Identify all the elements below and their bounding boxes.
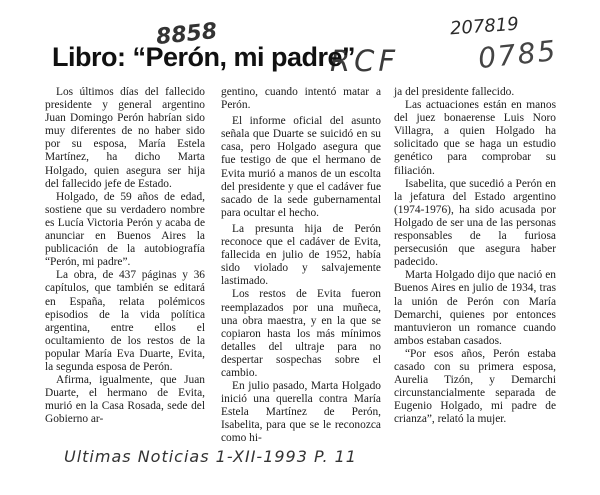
article-column-1 — [45, 86, 205, 426]
paragraph: En julio pasado, Marta Holgado inició una querella contra María Estela Martínez de Perón, Isabelita, para que se le reconozca como hi- — [221, 380, 381, 445]
handwritten-source-note: Ultimas Noticias 1-XII-1993 P. 11 — [64, 447, 357, 466]
article-column-3 — [394, 86, 556, 426]
paragraph: La presunta hija de Perón reconoce que el cadáver de Evita, fallecida en julio de 1952, había sido violado y salvajemente lastimado. — [221, 222, 381, 288]
paragraph: Los últimos días del fallecido presidente y general argentino Juan Domingo Perón habrían sido muy diferentes de no haber sido por su esposa, María Estela Martínez, ha dicho Marta Holgado, quien asegura ser hija del fallecido jefe de Estado. — [45, 86, 205, 190]
paragraph-continued: ja del presidente fallecido. — [394, 86, 515, 98]
paragraph-continued: gentino, cuando intentó matar a Perón. — [221, 86, 381, 112]
paragraph: La obra, de 437 páginas y 36 capítulos, que también se editará en España, relata polémicos episodios de la vida política argentina, entre ellos el ocultamiento de los restos de la popular María Eva Duarte, Evita, la segunda esposa de Perón. — [45, 269, 205, 373]
paragraph: “Por esos años, Perón estaba casado con su primera esposa, Aurelia Tizón, y Demarchi circunstancialmente separada de Eugenio Holgado, mi padre de crianza”, relató la mujer. — [394, 347, 556, 426]
article-headline: Libro: “Perón, mi padre” — [52, 42, 356, 72]
handwritten-catalog-code-right: 0785 — [476, 33, 559, 76]
handwritten-catalog-code-left: RCF — [330, 44, 400, 78]
handwritten-number-top: 8858 — [154, 18, 219, 51]
paragraph: Holgado, de 59 años de edad, sostiene que su verdadero nombre es Lucía Victoria Perón y acaba de anunciar en Buenos Aires la publicación de la autobiografía “Perón, mi padre”. — [45, 190, 205, 269]
paragraph: Marta Holgado dijo que nació en Buenos Aires en julio de 1934, tras la unión de Perón con María Demarchi, quienes por entonces mantuvieron un romance cuando ambos estaban casados. — [394, 269, 556, 347]
paragraph: Isabelita, que sucedió a Perón en la jefatura del Estado argentino (1974-1976), ha sido acusada por Holgado de ser una de las personas responsables de la furiosa persecusión que asegura haber padecido. — [394, 177, 556, 269]
handwritten-number-top-right: 207819 — [449, 13, 520, 40]
paragraph: El informe oficial del asunto señala que Duarte se suicidó en su casa, pero Holgado asegura que fue testigo de que el hermano de Evita murió a manos de un escolta del presidente y que el cadáver fue sacado de la sede gubernamental para ocultar el hecho. — [221, 115, 381, 219]
article-column-2 — [221, 86, 381, 446]
paragraph: Afirma, igualmente, que Juan Duarte, el hermano de Evita, murió en la Casa Rosada, sede del Gobierno ar- — [45, 374, 205, 426]
paragraph: Las actuaciones están en manos del juez bonaerense Luis Noro Villagra, a quien Holgado ha solicitado que se haga un estudio genético para comprobar su filiación. — [394, 99, 556, 177]
paragraph: Los restos de Evita fueron reemplazados por una muñeca, una obra maestra, y en la que se copiaron hasta los más mínimos detalles del ultraje para no despertar sospechas sobre el cambio. — [221, 288, 381, 379]
